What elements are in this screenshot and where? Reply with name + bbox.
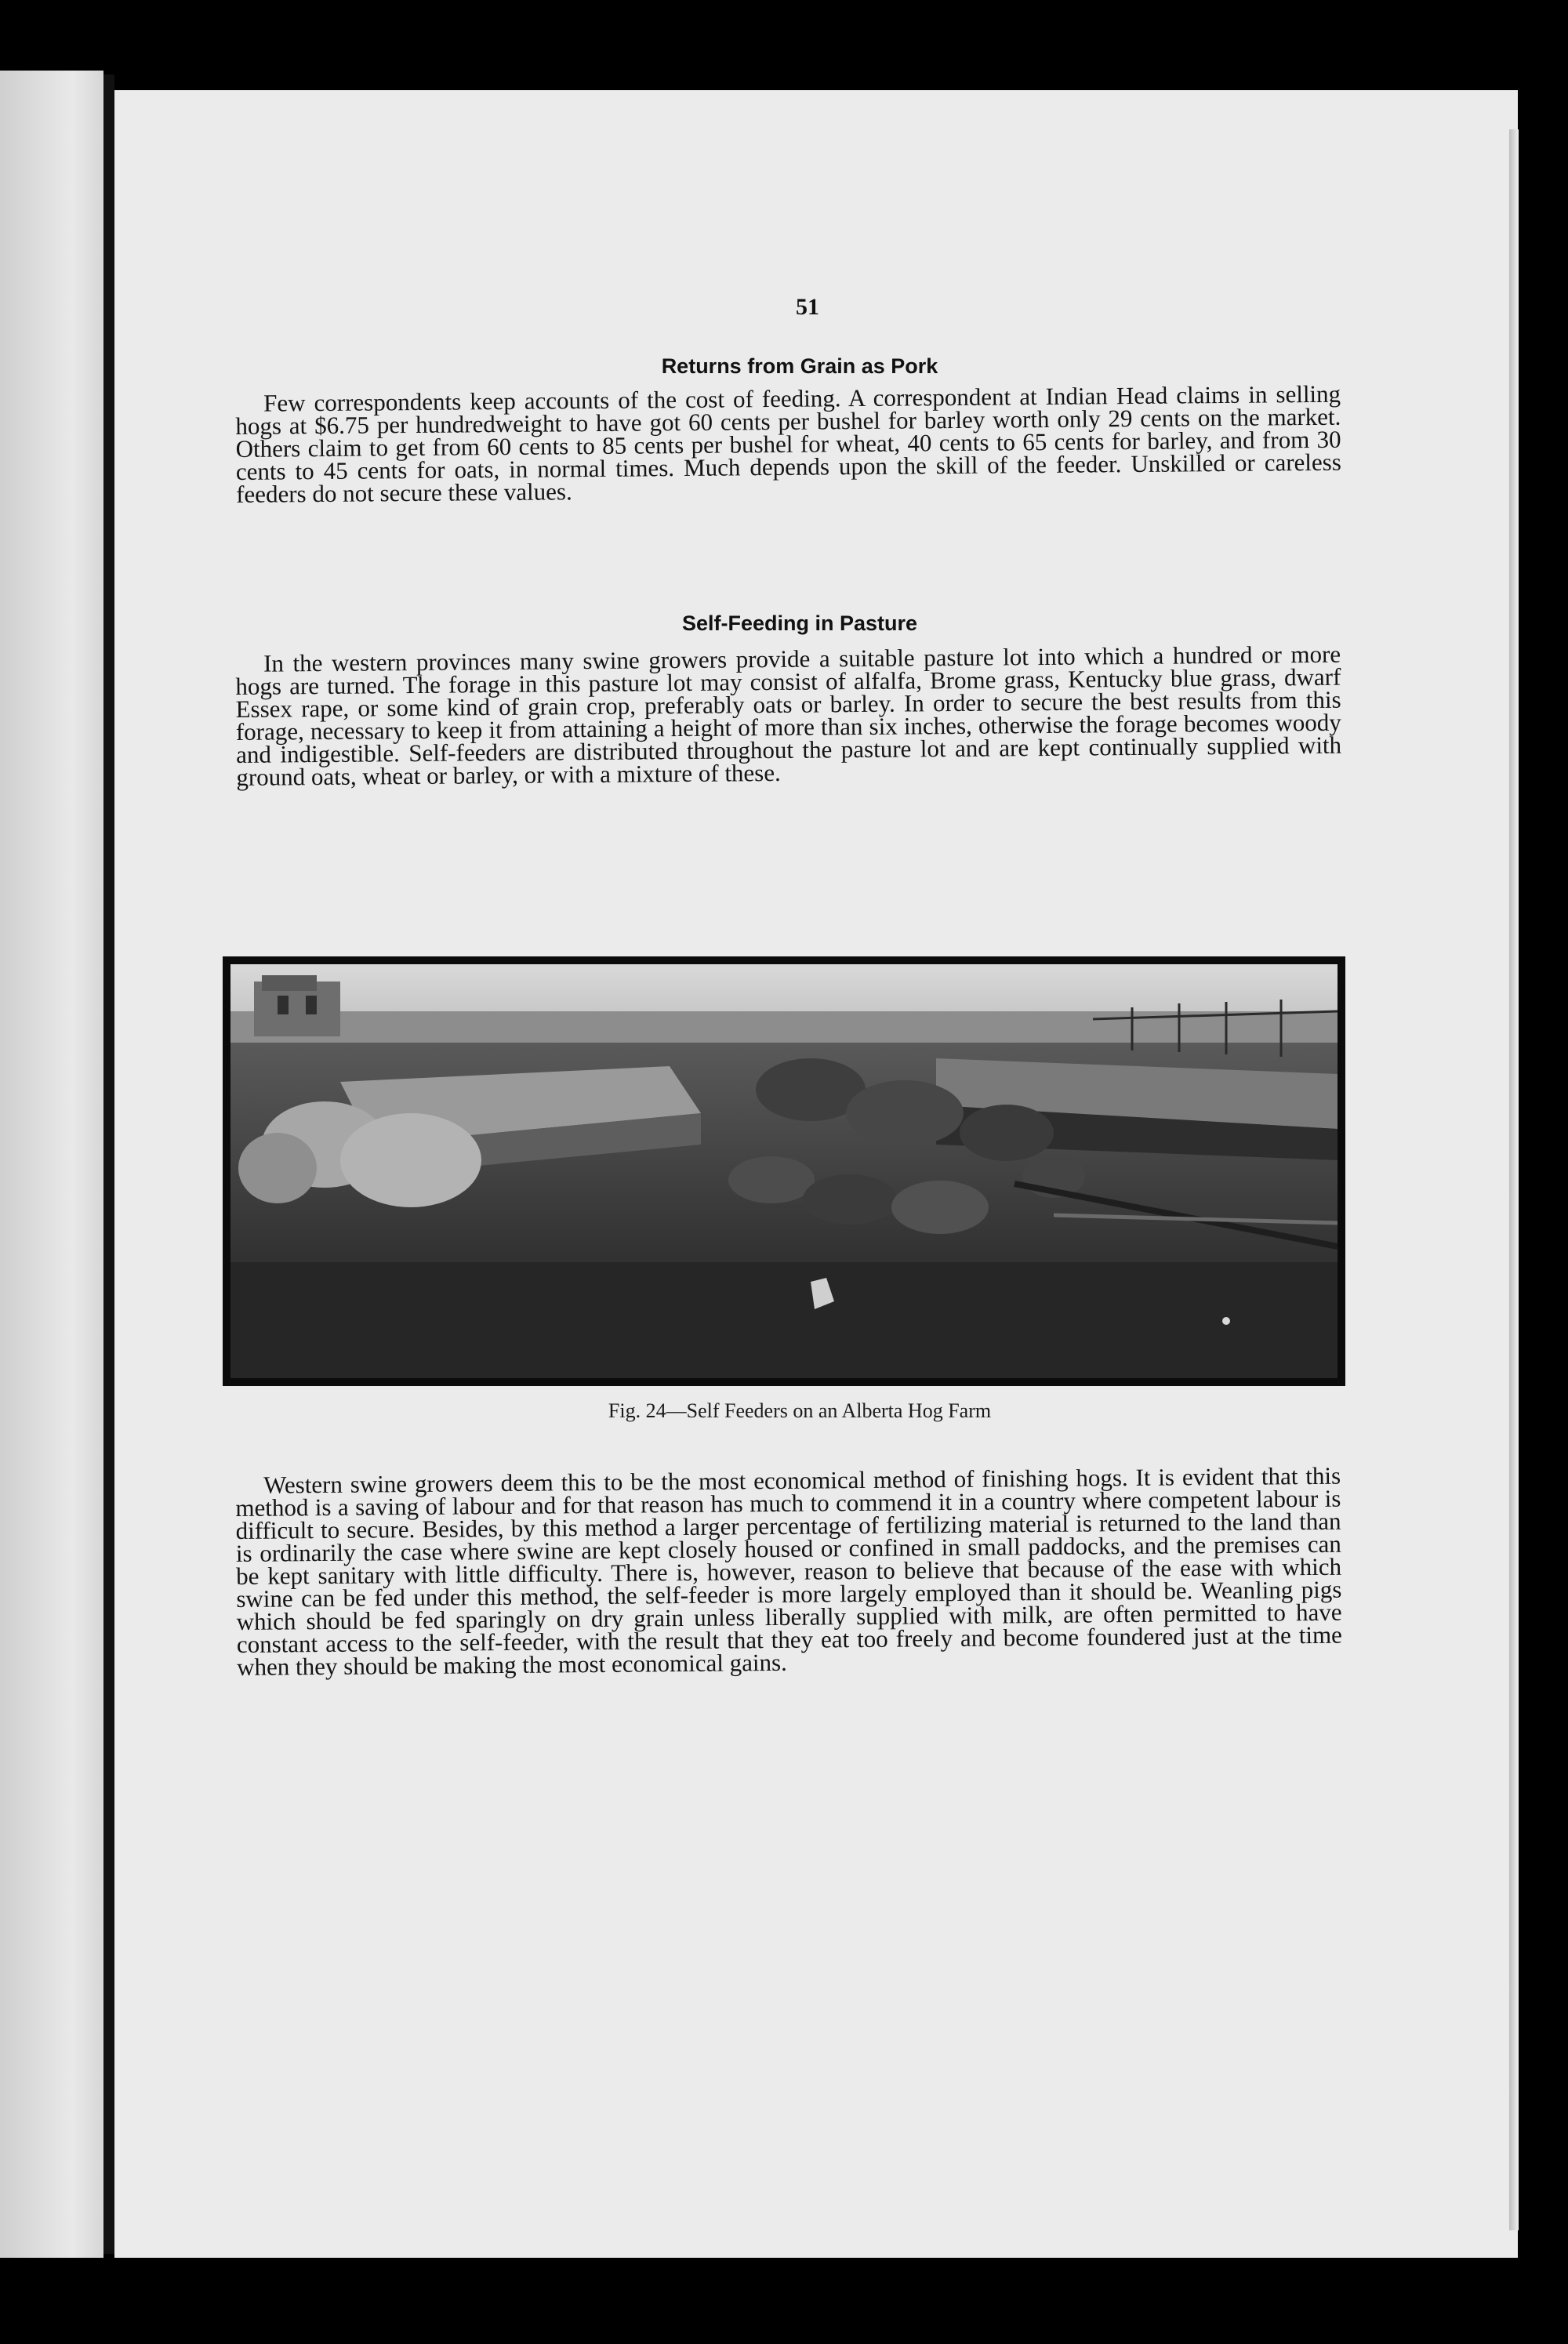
page-right-edge	[1509, 129, 1519, 2230]
page-number: 51	[796, 294, 819, 320]
book-spine	[103, 74, 114, 2254]
figure-caption: Fig. 24—Self Feeders on an Alberta Hog Farm	[608, 1399, 992, 1422]
section-heading-self-feeding: Self-Feeding in Pasture	[681, 611, 918, 635]
farm-photograph	[223, 956, 1345, 1386]
facing-page-edge	[0, 71, 103, 2258]
hog-farm-image	[230, 964, 1338, 1378]
paragraph-western-growers: Western swine growers deem this to be the most economical method of finishing hogs. It is evident that this method is a saving of labour and for that reason has much to commend it in a country where competent labour is difficult to secure. Besides, by this method a larger percentage of fertilizing material is returned to the land than is ordinarily the case where swine are kept closely housed or confined in small paddocks, and the premises can be kept sanitary with little difficulty. There is, however, reason to believe that because of the ease with which swine can be fed under this method, the self-feeder is more largely employed than it should be. Weanling pigs which should be fed sparingly on dry grain unless liberally supplied with milk, are often permitted to have constant access to the self-feeder, with the result that they eat too freely and become foundered just at the time when they should be making the most economical gains.	[235, 1461, 1342, 1681]
paragraph-returns: Few correspondents keep accounts of the cost of feeding. A correspondent at Indian Head claims in selling hogs at $6.75 per hundredweight to have got 60 cents per bushel for barley worth only 29 cents on the market. Others claim to get from 60 cents to 85 cents per bushel for wheat, 40 cents to 65 cents for barley, and from 30 cents to 45 cents for oats, in normal times. Much depends upon the skill of the feeder. Unskilled or careless feeders do not secure these values.	[235, 379, 1341, 508]
paragraph-self-feeding: In the western provinces many swine growers provide a suitable pasture lot into which a hundred or more hogs are turned. The forage in this pasture lot may consist of alfalfa, Brome grass, Kentucky blue grass, dwarf Essex rape, or some kind of grain crop, preferably oats or barley. In order to secure the best results from this forage, necessary to keep it from attaining a height of more than six inches, otherwise the forage becomes woody and indigestible. Self-feeders are distributed throughout the pasture lot and are kept continually supplied with ground oats, wheat or barley, or with a mixture of these.	[235, 640, 1342, 791]
section-heading-returns: Returns from Grain as Pork	[661, 354, 938, 378]
